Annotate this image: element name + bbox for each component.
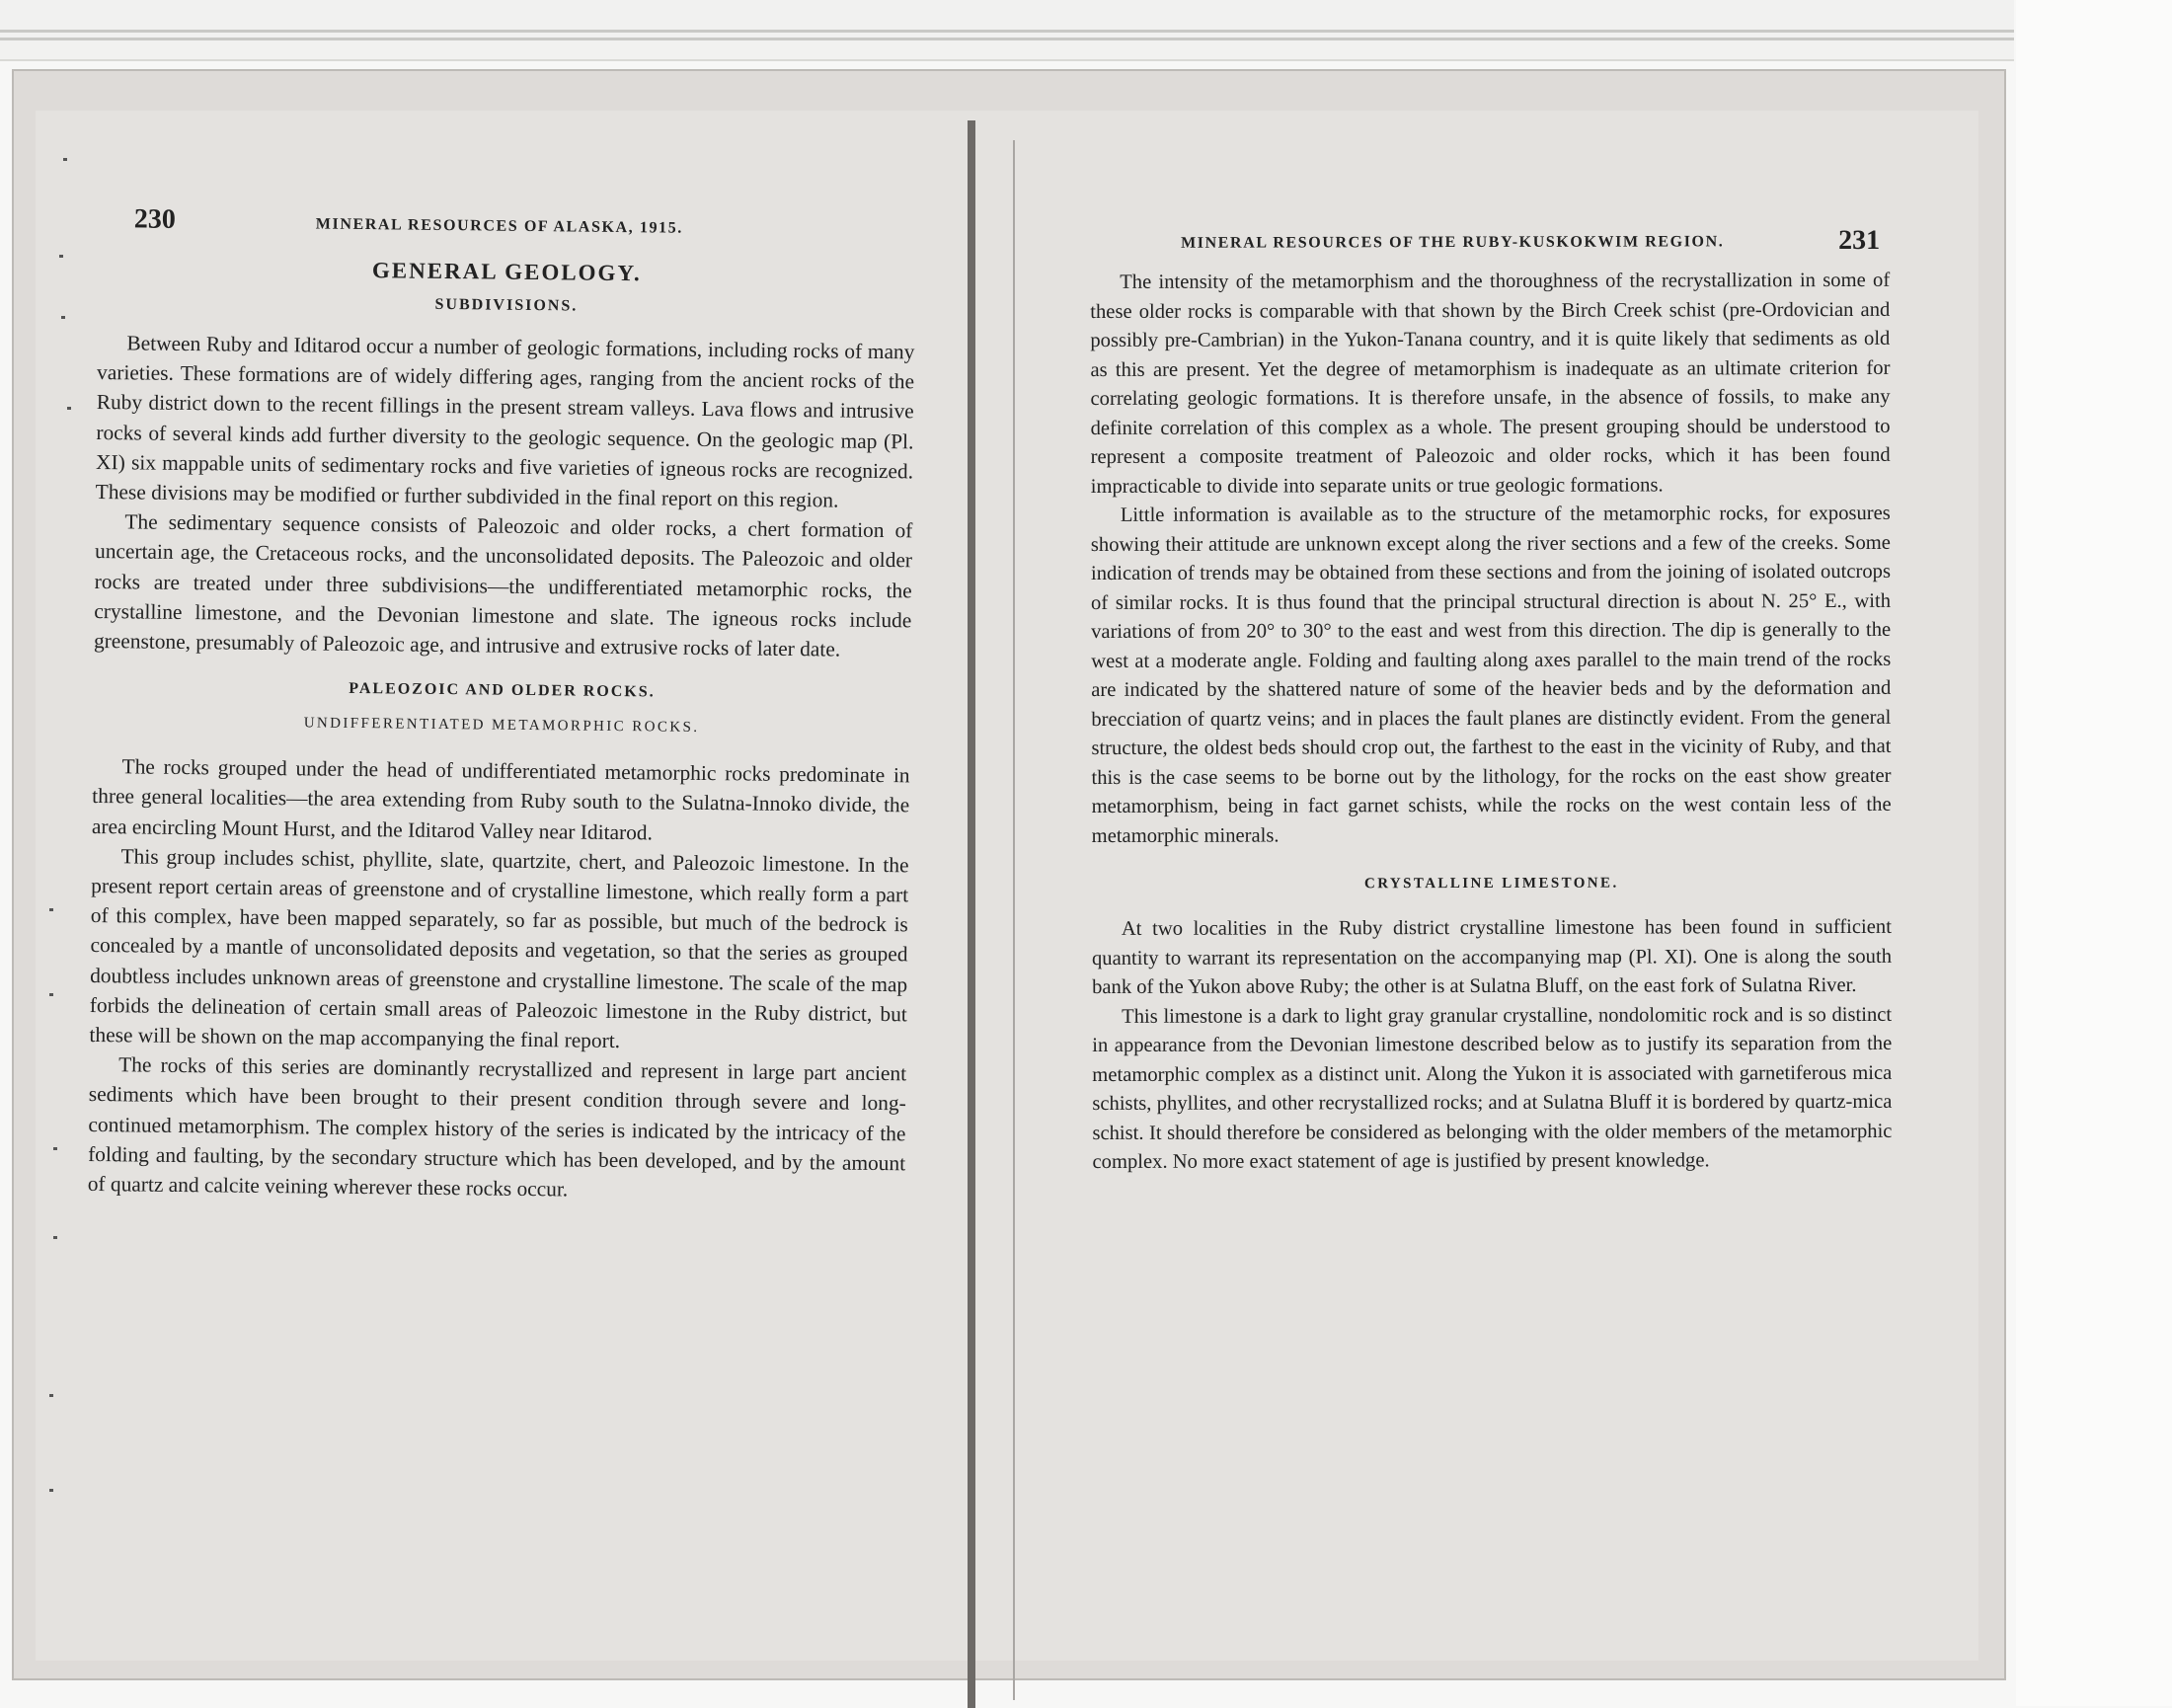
- paragraph: This group includes schist, phyllite, slate, quartzite, chert, and Paleozoic limestone. In the present report certain areas of greenstone and of crystalline limestone, which really form a part of this complex, have been mapped separately, so far as possible, but much of the bedrock is concealed by a mantle of unconsolidated deposits and vegetation, so that the series as grouped doubtless includes unknown areas of greenstone and crystalline limestone. The scale of the map forbids the delineation of certain small areas of Paleozoic limestone in the Ruby district, but these will be shown on the map accompanying the final report.: [89, 844, 909, 1053]
- paragraph: Little information is available as to the structure of the metamorphic rocks, for exposures showing their attitude are unknown except along the river sections and a few of the creeks. Some indication of trends may be obtained from these sections and from the joining of isolated outcrops of similar rocks. It is thus found that the principal structural direction is about N. 25° E., with variations of from 20° to 30° to the east and west from this direction. The dip is generally to the west at a moderate angle. Folding and faulting along axes parallel to the main trend of the rocks are indicated by the shattered nature of some of the heavier beds and by the deformation and brecciation of quartz veins; and in places the fault planes are distinctly evident. From the general structure, the oldest beds should crop out, the farthest to the east in the vicinity of Ruby, and that this is the case seems to be borne out by the lithology, for the rocks on the east show greater metamorphism, being in fact garnet schists, while the rocks on the west contain less of the metamorphic minerals.: [1090, 502, 1892, 847]
- metamorphic-section: [88, 751, 910, 1207]
- binding-gutter: [968, 120, 975, 1708]
- paragraph: At two localities in the Ruby district crystalline limestone has been found in sufficient quantity to warrant its representation on the accompanying map (Pl. XI). One is along the south bank of the Yukon above Ruby; the other is at Sulatna Bluff, on the east fork of Sulatna River.: [1091, 915, 1893, 998]
- subdivisions-section: [94, 328, 915, 665]
- margin-mark: [59, 255, 63, 258]
- scanner-strip: [0, 38, 2014, 40]
- scan-right-margin: [2016, 0, 2172, 1706]
- subdivisions-subheading: SUBDIVISIONS.: [434, 295, 579, 315]
- crystalline-limestone-section: [1092, 913, 1893, 1178]
- margin-mark: [67, 407, 71, 410]
- right-running-title: MINERAL RESOURCES OF THE RUBY-KUSKOKWIM REGION.: [1181, 233, 1725, 252]
- metamorphism-section: [1090, 267, 1892, 851]
- margin-mark: [63, 158, 67, 161]
- margin-mark: [49, 1394, 53, 1397]
- left-page-number: 230: [133, 203, 177, 235]
- margin-mark: [53, 1236, 57, 1239]
- margin-mark: [49, 1489, 53, 1492]
- paragraph: This limestone is a dark to light gray granular crystalline, nondolomitic rock and is so distinct in appearance from the Devonian limestone described below as to justify its separation from the metamorphic complex as a distinct unit. Along the Yukon it is associated with garnetiferous mica schists, phyllites, and other recrystallized rocks; and at Sulatna Bluff it is bordered by quartz-mica schist. It should therefore be considered as belonging with the older members of the metamorphic complex. No more exact statement of age is justified by present knowledge.: [1092, 1003, 1893, 1173]
- right-page-number: 231: [1838, 224, 1881, 257]
- book-spread: [12, 69, 2006, 1680]
- binding-gutter-shadow: [1013, 140, 1015, 1700]
- margin-mark: [49, 993, 53, 996]
- margin-mark: [53, 1147, 57, 1150]
- paragraph: The intensity of the metamorphism and the thoroughness of the recrystallization in some of these older rocks is comparable with that shown by the Birch Creek schist (pre-Ordovician and possibly pre-Cambrian) in the Yukon-Tanana country, and it is quite likely that sediments as old as this are present. Yet the degree of metamorphism is inadequate as an ultimate criterion for correlating geologic formations. It is therefore unsafe, in the absence of fossils, to make any definite correlation of this complex as a whole. The present grouping should be understood to represent a composite treatment of Paleozoic and older rocks, which it has been found impracticable to divide into separate units or true geologic formations.: [1090, 269, 1891, 498]
- margin-mark: [49, 908, 53, 911]
- metamorphic-subheading: UNDIFFERENTIATED METAMORPHIC ROCKS.: [303, 715, 700, 737]
- paragraph: The rocks grouped under the head of undifferentiated metamorphic rocks predominate in three general localities—the area extending from Ruby south to the Sulatna-Innoko divide, the area encircling Mount Hurst, and the Iditarod Valley near Iditarod.: [91, 754, 910, 845]
- scanner-strip: [0, 30, 2014, 33]
- left-running-header: [99, 203, 916, 262]
- left-running-title: MINERAL RESOURCES OF ALASKA, 1915.: [315, 215, 684, 237]
- left-page: [83, 203, 916, 1620]
- right-running-header: [1090, 224, 1890, 272]
- paleozoic-heading: PALEOZOIC AND OLDER ROCKS.: [349, 680, 656, 701]
- paragraph: The sedimentary sequence consists of Paleozoic and older rocks, a chert formation of uncertain age, the Cretaceous rocks, and the unconsolidated deposits. The Paleozoic and older rocks are treated under three subdivisions—the undifferentiated metamorphic rocks, the crystalline limestone, and the Devonian limestone and slate. The igneous rocks include greenstone, presumably of Paleozoic age, and intrusive and extrusive rocks of later date.: [93, 509, 913, 661]
- paragraph: Between Ruby and Iditarod occur a number of geologic formations, including rocks of many varieties. These formations are of widely differing ages, ranging from the ancient rocks of the Ruby district down to the recent fillings in the present stream valleys. Lava flows and intrusive rocks of several kinds add further diversity to the geologic sequence. On the geologic map (Pl. XI) six mappable units of sedimentary rocks and five varieties of igneous rocks are recognized. These divisions may be modified or further subdivided in the final report on this region.: [95, 331, 915, 512]
- paragraph: The rocks of this series are dominantly recrystallized and represent in large part ancient sediments which have been brought to their present condition through severe and long-continued metamorphism. The complex history of the series is indicated by the intricacy of the folding and faulting, by the secondary structure which has been developed, and by the amount of quartz and calcite veining wherever these rocks occur.: [87, 1052, 907, 1202]
- crystalline-limestone-subheading: CRYSTALLINE LIMESTONE.: [1363, 875, 1619, 893]
- margin-mark: [61, 316, 65, 319]
- general-geology-heading: GENERAL GEOLOGY.: [371, 258, 642, 286]
- right-page: [1090, 207, 1894, 1611]
